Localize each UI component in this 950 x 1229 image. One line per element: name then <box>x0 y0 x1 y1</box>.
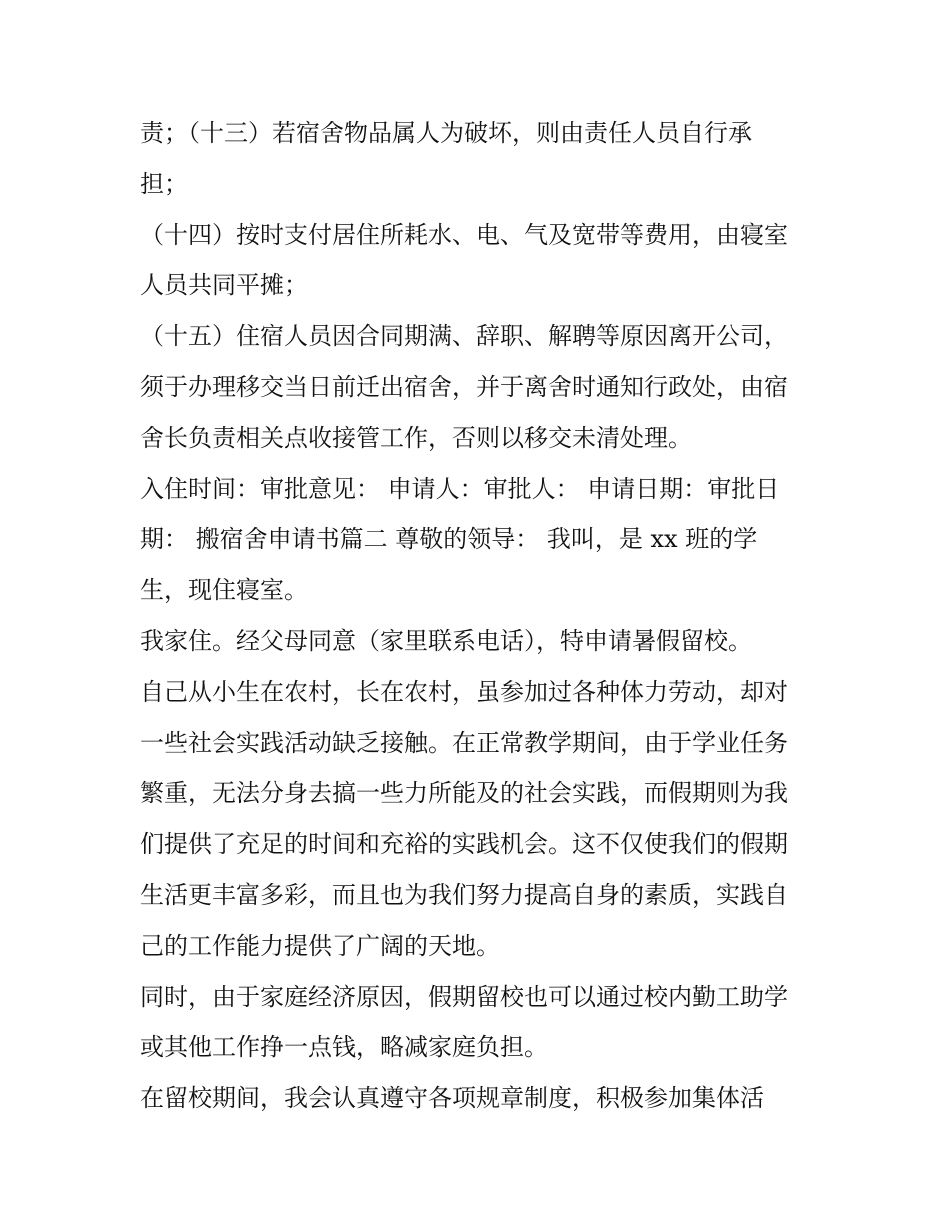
text-line: 在留校期间，我会认真遵守各项规章制度，积极参加集体活 <box>140 1084 764 1113</box>
text-line: （十五）住宿人员因合同期满、辞职、解聘等原因离开公司， <box>140 322 788 351</box>
document-body <box>140 108 820 1124</box>
text-line: 生活更丰富多彩，而且也为我们努力提高自身的素质，实践自 <box>140 880 788 909</box>
text-line: 担； <box>140 169 188 198</box>
text-line: 繁重，无法分身去搞一些力所能及的社会实践，而假期则为我 <box>140 779 788 808</box>
text-line: 自己从小生在农村，长在农村，虽参加过各种体力劳动，却对 <box>140 677 788 706</box>
text-line: 己的工作能力提供了广阔的天地。 <box>140 931 500 960</box>
text-line: 们提供了充足的时间和充裕的实践机会。这不仅使我们的假期 <box>140 830 788 859</box>
text-line: 我家住。经父母同意（家里联系电话），特申请暑假留校。 <box>140 626 752 655</box>
text-line: 人员共同平摊； <box>140 271 308 300</box>
text-line: 入住时间：审批意见： 申请人：审批人： 申请日期：审批日 <box>140 474 780 503</box>
text-line: 责；（十三）若宿舍物品属人为破坏，则由责任人员自行承 <box>140 119 752 147</box>
text-line: （十四）按时支付居住所耗水、电、气及宽带等费用，由寝室 <box>140 220 788 249</box>
text-line: 舍长负责相关点收接管工作，否则以移交未清处理。 <box>140 423 692 452</box>
text-line: 生，现住寝室。 <box>140 576 308 605</box>
text-line: 一些社会实践活动缺乏接触。在正常教学期间，由于学业任务 <box>140 728 788 757</box>
text-line: 须于办理移交当日前迁出宿舍，并于离舍时通知行政处，由宿 <box>140 372 788 401</box>
text-line: 期： 搬宿舍申请书篇二 尊敬的领导： 我叫，是 xx 班的学 <box>140 525 758 554</box>
text-line: 同时，由于家庭经济原因，假期留校也可以通过校内勤工助学 <box>140 982 788 1011</box>
text-line: 或其他工作挣一点钱，略减家庭负担。 <box>140 1033 548 1062</box>
